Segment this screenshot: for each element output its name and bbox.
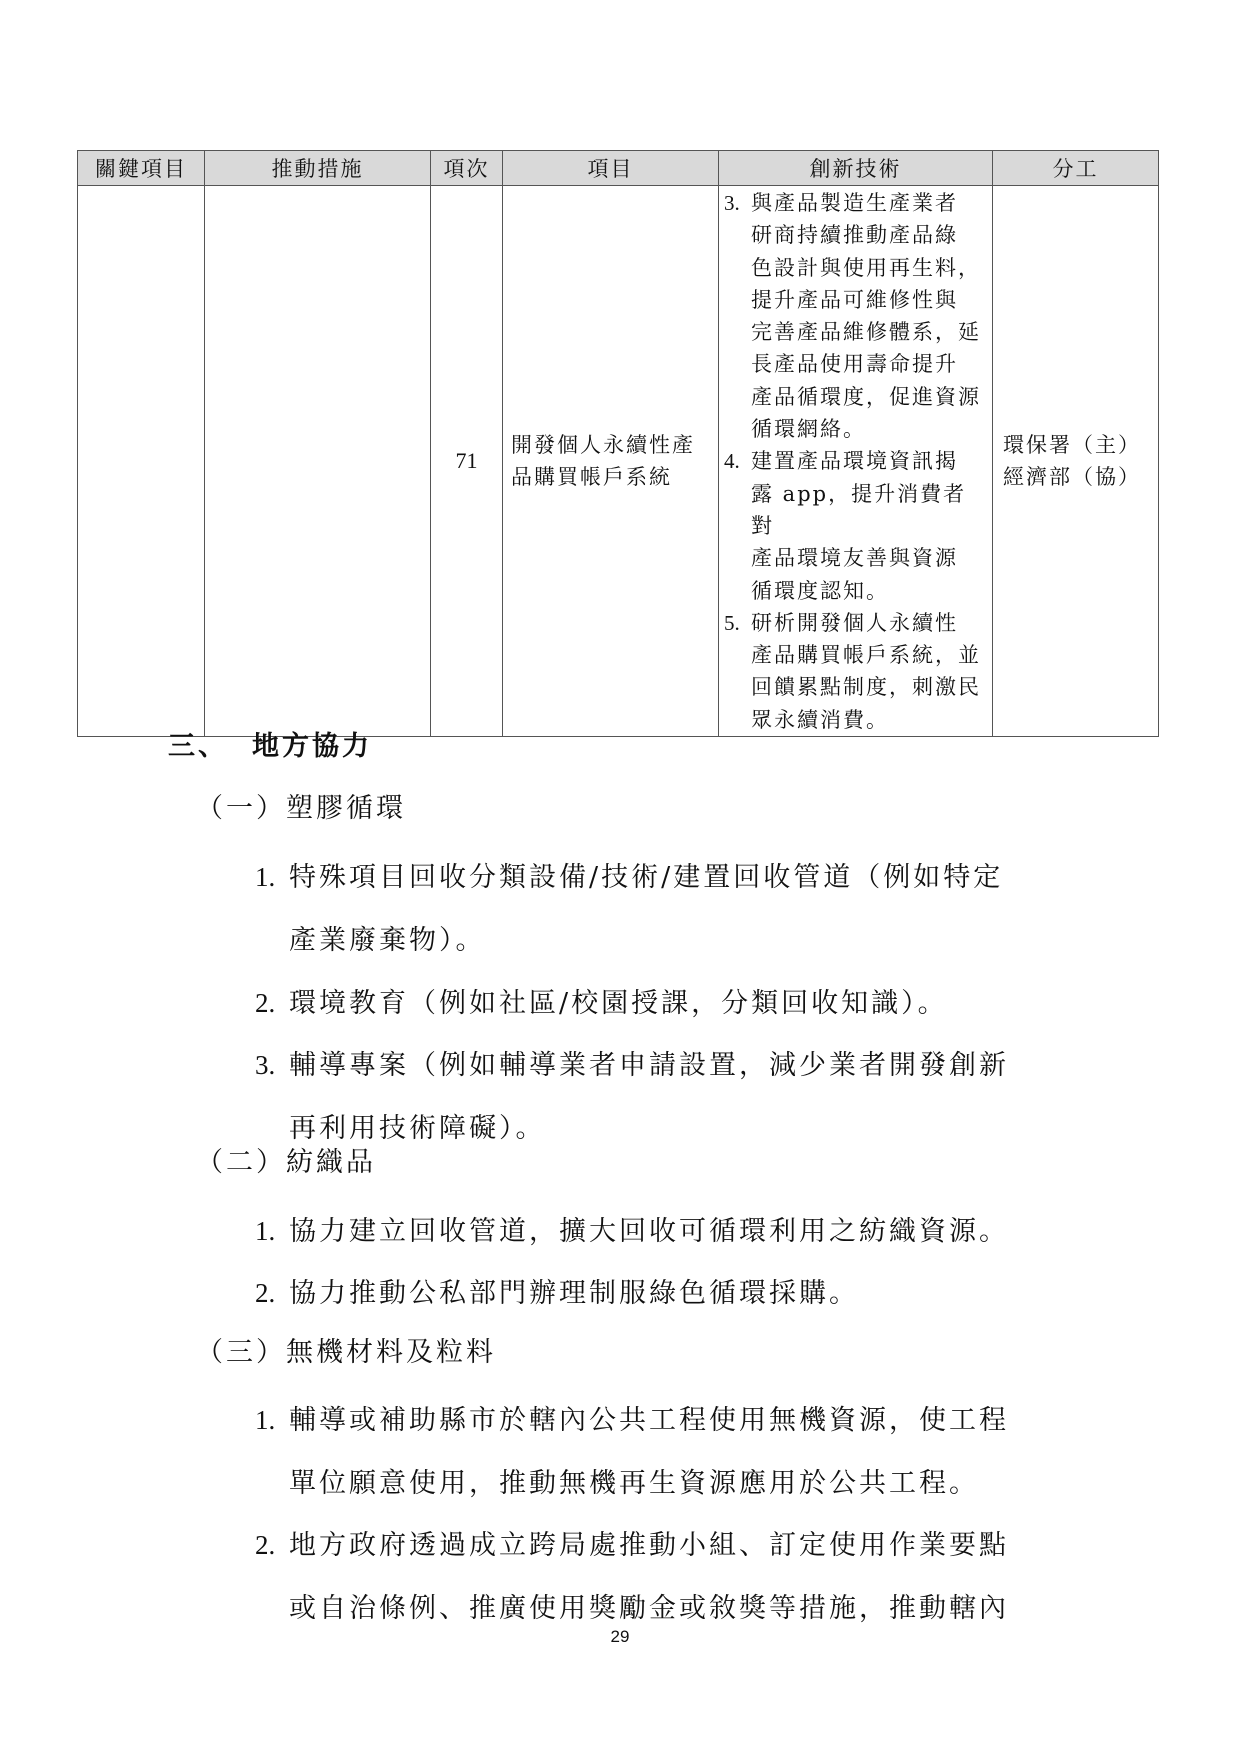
- tech-point-text: [751, 445, 988, 606]
- point-line: 單位願意使用，推動無機再生資源應用於公共工程。: [289, 1468, 979, 1499]
- table-row: [78, 186, 1159, 737]
- tech-point-text: [751, 187, 988, 445]
- point-line: 環境教育（例如社區/校園授課，分類回收知識）。: [289, 988, 948, 1019]
- point-text: [289, 1262, 1095, 1325]
- point-number: 1.: [255, 1216, 276, 1246]
- list-item: [255, 846, 1095, 972]
- tech-line: 建置產品環境資訊揭: [751, 449, 958, 474]
- tech-line: 提升產品可維修性與: [751, 287, 958, 312]
- tech-line: 色設計與使用再生料，: [751, 255, 981, 280]
- list-item: [255, 1514, 1095, 1640]
- point-line: 或自治條例、推廣使用獎勵金或敘獎等措施，推動轄內: [289, 1593, 1009, 1624]
- point-line: 再利用技術障礙）。: [289, 1113, 546, 1144]
- point-text: [289, 1514, 1095, 1640]
- cell-item: [503, 186, 719, 737]
- point-text: [289, 972, 1095, 1035]
- section-mark: 三、: [168, 731, 228, 762]
- point-number: 2.: [255, 1278, 276, 1308]
- list-item: [255, 1034, 1095, 1160]
- cell-measure: [205, 186, 431, 737]
- measures-table: [77, 150, 1159, 737]
- tech-line: 眾永續消費。: [751, 707, 889, 732]
- section-title: 地方協力: [252, 731, 372, 762]
- tech-line: 循環網絡。: [751, 417, 866, 442]
- cell-innovation: [719, 186, 993, 737]
- section-heading: [168, 724, 372, 763]
- table-header-row: [78, 151, 1159, 186]
- point-text: [289, 846, 1095, 972]
- tech-line: 產品購買帳戶系統，並: [751, 643, 981, 668]
- header-measure: 推動措施: [205, 151, 431, 186]
- header-item: 項目: [503, 151, 719, 186]
- tech-line: 產品環境友善與資源: [751, 546, 958, 571]
- point-number: 3.: [255, 1050, 276, 1080]
- list-item: [255, 1262, 1095, 1325]
- item-line: 開發個人永續性產: [511, 433, 695, 458]
- tech-line: 與產品製造生產業者: [751, 191, 958, 215]
- division-line: 環保署（主）: [1003, 433, 1141, 458]
- list-item: [255, 1389, 1095, 1515]
- point-line: 地方政府透過成立跨局處推動小組、訂定使用作業要點: [289, 1530, 1009, 1561]
- tech-line: 研析開發個人永續性: [751, 610, 958, 635]
- point-text: [289, 1034, 1095, 1160]
- point-line: 協力推動公私部門辦理制服綠色循環採購。: [289, 1278, 859, 1309]
- point-line: 協力建立回收管道，擴大回收可循環利用之紡織資源。: [289, 1216, 1009, 1247]
- tech-point: [724, 445, 988, 606]
- header-key-item: 關鍵項目: [78, 151, 205, 186]
- tech-point: [724, 607, 988, 736]
- tech-point: [724, 187, 988, 445]
- tech-line: 長產品使用壽命提升: [751, 352, 958, 377]
- item-line: 品購買帳戶系統: [511, 465, 672, 490]
- tech-line: 產品循環度，促進資源: [751, 384, 981, 409]
- list-item: [255, 1200, 1095, 1263]
- point-line: 產業廢棄物）。: [289, 925, 486, 956]
- point-text: [289, 1200, 1095, 1263]
- page-number: 29: [610, 1627, 630, 1646]
- cell-division: [993, 186, 1159, 737]
- tech-point-text: [751, 607, 988, 736]
- header-division: 分工: [993, 151, 1159, 186]
- tech-line: 露 app，提升消費者對: [751, 481, 967, 538]
- point-number: 2.: [255, 1530, 276, 1560]
- point-line: 輔導專案（例如輔導業者申請設置，減少業者開發創新: [289, 1050, 1009, 1081]
- cell-number: 71: [431, 186, 503, 737]
- list-item: [255, 972, 1095, 1035]
- point-line: 特殊項目回收分類設備/技術/建置回收管道（例如特定: [289, 862, 1004, 893]
- tech-line: 回饋累點制度，刺激民: [751, 675, 981, 700]
- tech-point-number: 4.: [724, 449, 740, 474]
- point-text: [289, 1389, 1095, 1515]
- point-line: 輔導或補助縣市於轄內公共工程使用無機資源，使工程: [289, 1405, 1009, 1436]
- subsection-heading: （一）塑膠循環: [196, 793, 406, 824]
- tech-point-number: 5.: [724, 610, 740, 635]
- tech-line: 循環度認知。: [751, 578, 889, 603]
- header-innovation: 創新技術: [719, 151, 993, 186]
- division-line: 經濟部（協）: [1003, 465, 1141, 490]
- header-number: 項次: [431, 151, 503, 186]
- tech-point-number: 3.: [724, 191, 740, 215]
- tech-line: 研商持續推動產品綠: [751, 223, 958, 248]
- point-number: 1.: [255, 862, 276, 892]
- subsection-heading: （三）無機材料及粒料: [196, 1337, 496, 1368]
- tech-line: 完善產品維修體系，延: [751, 320, 981, 345]
- point-number: 2.: [255, 988, 276, 1018]
- point-number: 1.: [255, 1405, 276, 1435]
- cell-key-item: [78, 186, 205, 737]
- subsection-heading: （二）紡織品: [196, 1147, 376, 1178]
